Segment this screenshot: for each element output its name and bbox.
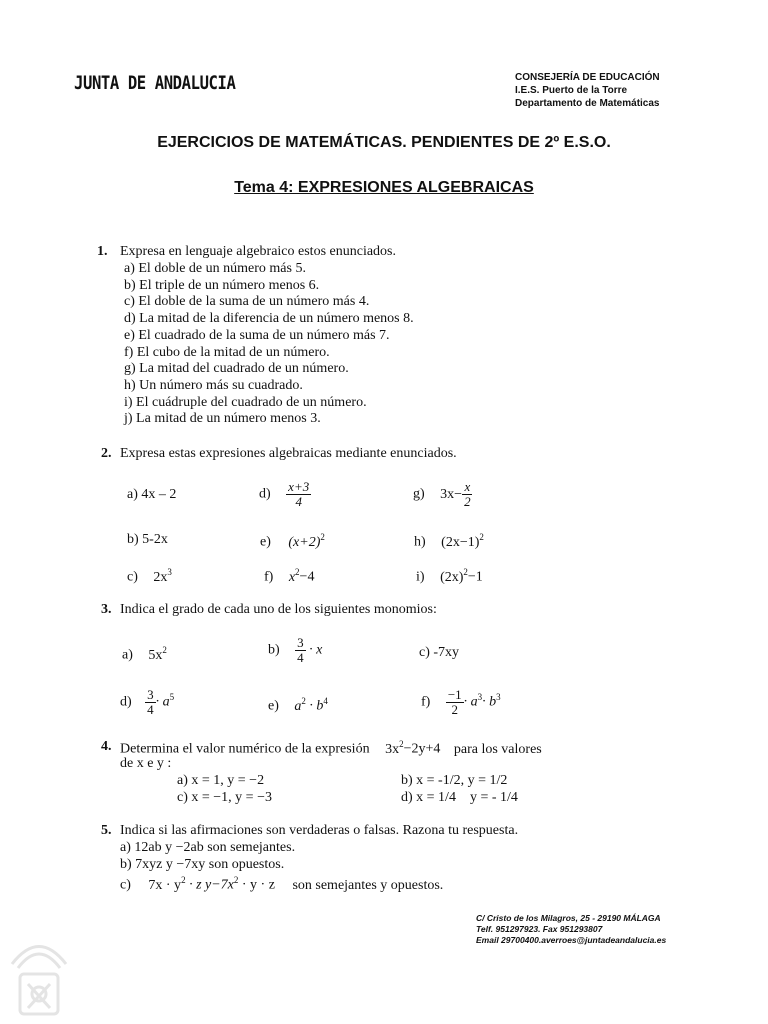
institution-line: I.E.S. Puerto de la Torre — [515, 85, 628, 96]
page-title: EJERCICIOS DE MATEMÁTICAS. PENDIENTES DE 2º E.S.O. — [157, 134, 611, 151]
institution-block — [515, 71, 660, 110]
statement-a: a) 12ab y −2ab son semejantes. — [120, 840, 296, 855]
exercise-number: 3. — [101, 602, 112, 617]
denominator: 4 — [147, 702, 154, 717]
numerator: 3 — [147, 687, 154, 702]
value-set-d: d) x = 1/4 y = - 1/4 — [401, 790, 518, 805]
exercise-statement: Expresa estas expresiones algebraicas mediante enunciados. — [120, 446, 457, 461]
value-set-b: b) x = -1/2, y = 1/2 — [401, 773, 508, 788]
expression-f — [264, 567, 314, 586]
exponent: 4 — [323, 696, 328, 706]
item-label: e) — [260, 534, 271, 550]
numerator: −1 — [447, 687, 462, 702]
item-label: f) — [264, 569, 274, 585]
expression-part: · y · z — [238, 877, 275, 893]
list-item: h) Un número más su cuadrado. — [124, 377, 303, 393]
numerator: x — [464, 479, 471, 494]
expression-h — [414, 532, 484, 551]
item-label: e) — [268, 698, 279, 714]
expression-part: −4 — [299, 569, 315, 585]
expression-part: · z y−7x — [185, 877, 234, 893]
list-item: g) La mitad del cuadrado de un número. — [124, 361, 349, 377]
item-label: b) — [268, 642, 280, 658]
exponent: 3 — [496, 692, 501, 703]
fraction — [145, 688, 156, 717]
list-item: d) La mitad de la diferencia de un número menos 8. — [124, 311, 414, 327]
expression-e — [260, 532, 325, 551]
list-item: f) El cubo de la mitad de un número. — [124, 344, 330, 360]
exponent: 3 — [477, 692, 483, 703]
expression-i — [416, 567, 483, 586]
monomial-b — [268, 636, 322, 665]
denominator: 2 — [451, 702, 458, 717]
page-subtitle — [0, 179, 768, 197]
numerator: x+3 — [288, 479, 310, 494]
exercise-statement: Expresa en lenguaje algebraico estos enunciados. — [120, 244, 397, 259]
item-label: f) — [421, 694, 431, 710]
expression-c — [127, 567, 172, 586]
expression-part: 5x — [148, 647, 163, 663]
statement-text: Determina el valor numérico de la expresión — [120, 741, 370, 757]
expression-part: (2x) — [440, 569, 464, 585]
exercise-number: 1. — [97, 244, 108, 259]
statement-continuation: de x e y : — [120, 756, 172, 771]
expression-g — [413, 480, 473, 509]
exercise-statement — [120, 739, 542, 758]
fraction — [295, 636, 306, 665]
expression-part: (2x−1) — [441, 534, 480, 550]
expression-part: a — [294, 698, 302, 714]
list-item: i) El cuádruple del cuadrado de un número. — [124, 394, 367, 410]
expression-part: −2y+4 — [403, 741, 441, 757]
expression-part: x — [288, 569, 296, 585]
item-label: g) — [413, 486, 425, 502]
exercise-statement: Indica el grado de cada uno de los siguientes monomios: — [120, 602, 437, 617]
monomial-c: c) -7xy — [419, 645, 460, 660]
exponent: 2 — [181, 875, 186, 885]
expression-part: · x — [309, 642, 323, 658]
expression-a: a) 4x – 2 — [127, 487, 177, 502]
expression-part: 2x — [153, 569, 168, 585]
exponent: 2 — [320, 532, 325, 542]
denominator: 2 — [464, 494, 471, 509]
list-item: a) El doble de un número más 5. — [124, 261, 306, 276]
item-label: a) — [122, 647, 133, 663]
exponent: 2 — [295, 567, 300, 577]
item-label: d) — [259, 486, 271, 502]
item-label: i) — [416, 569, 425, 585]
exponent: 5 — [169, 692, 175, 703]
andalucia-seal-icon — [4, 924, 74, 1020]
list-item: e) El cuadrado de la suma de un número más 7. — [124, 327, 390, 343]
expression-part: · a — [463, 694, 478, 710]
expression-part: · b — [482, 694, 497, 710]
monomial-a — [122, 645, 167, 664]
exercise-number: 5. — [101, 823, 112, 838]
statement-text: para los valores — [453, 741, 542, 757]
exponent: 3 — [167, 567, 172, 577]
footer-line: C/ Cristo de los Milagros, 25 - 29190 MÁLAGA — [476, 913, 661, 923]
junta-logo-text: JUNTA DE ANDALUCIA — [74, 72, 236, 94]
footer-address — [476, 913, 666, 946]
expression-b: b) 5-2x — [127, 532, 168, 547]
exponent: 2 — [162, 645, 167, 655]
monomial-f — [421, 688, 501, 717]
institution-line: Departamento de Matemáticas — [515, 98, 660, 109]
list-item: b) El triple de un número menos 6. — [124, 277, 320, 293]
expression-part: −1 — [467, 569, 483, 585]
statement-text: son semejantes y opuestos. — [292, 877, 444, 893]
institution-line: CONSEJERÍA DE EDUCACIÓN — [515, 72, 660, 83]
subtitle-text: Tema 4: EXPRESIONES ALGEBRAICAS — [234, 179, 534, 196]
footer-line: Telf. 951297923. Fax 951293807 — [476, 924, 603, 934]
exercise-number: 4. — [101, 739, 112, 754]
item-label: c) — [127, 569, 138, 585]
item-label: c) — [120, 877, 131, 893]
expression-part: (x+2) — [288, 534, 321, 550]
exponent: 2 — [301, 696, 306, 706]
denominator: 4 — [297, 650, 304, 665]
fraction — [446, 688, 464, 717]
expression-part: · b — [305, 698, 324, 714]
denominator: 4 — [295, 494, 302, 509]
statement-c — [120, 875, 443, 894]
expression-part: 7x · y — [148, 877, 182, 893]
expression-part: 3x− — [440, 486, 463, 502]
fraction — [286, 480, 311, 509]
list-item: c) El doble de la suma de un número más 4. — [124, 294, 370, 310]
expression-d — [259, 480, 311, 509]
footer-line: Email 29700400.averroes@juntadeandalucia.es — [476, 935, 667, 945]
exponent: 2 — [463, 567, 468, 577]
list-item: j) La mitad de un número menos 3. — [124, 411, 321, 427]
item-label: h) — [414, 534, 426, 550]
expression-part: 3x — [385, 741, 400, 757]
value-set-a: a) x = 1, y = −2 — [177, 773, 265, 788]
expression-part: · a — [155, 694, 170, 710]
exercise-number: 2. — [101, 446, 112, 461]
exponent: 2 — [399, 739, 404, 749]
monomial-e — [268, 696, 328, 715]
exercise-statement: Indica si las afirmaciones son verdaderas o falsas. Razona tu respuesta. — [120, 823, 519, 838]
value-set-c: c) x = −1, y = −3 — [177, 790, 272, 805]
exercise-items — [124, 261, 414, 428]
numerator: 3 — [297, 635, 304, 650]
item-label: d) — [120, 694, 132, 710]
exponent: 2 — [233, 875, 239, 885]
exponent: 2 — [479, 532, 484, 542]
statement-b: b) 7xyz y −7xy son opuestos. — [120, 857, 285, 872]
monomial-d — [120, 688, 174, 717]
fraction — [462, 480, 473, 509]
